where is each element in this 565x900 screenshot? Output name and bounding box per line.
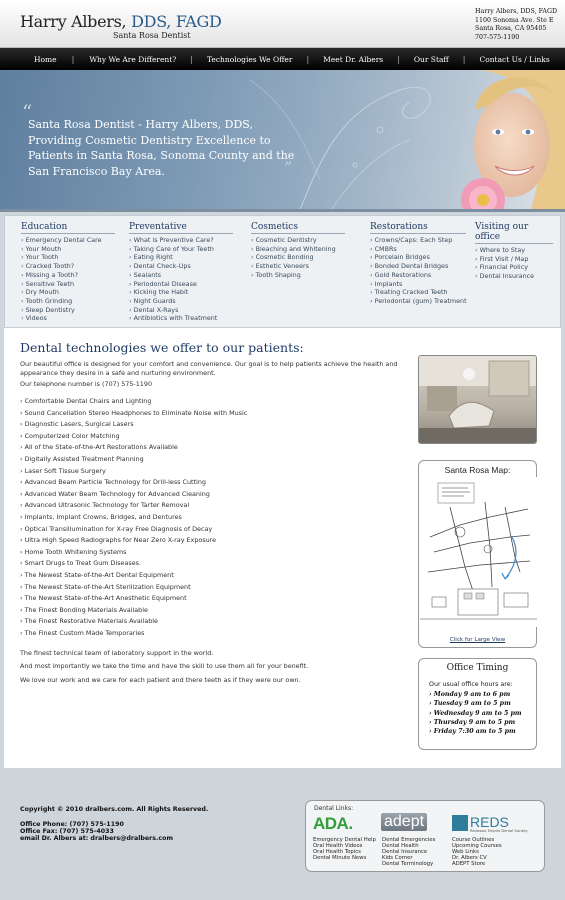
category-visiting — [475, 222, 553, 281]
reds-links — [452, 838, 502, 868]
tagline: Santa Rosa Dentist — [113, 31, 191, 40]
list-item: › The Newest State-of-the-Art Sterilization Equipment — [20, 582, 400, 594]
hours-row: › Wednesday 9 am to 5 pm — [429, 709, 522, 717]
footer-link[interactable]: Upcoming Courses — [452, 842, 502, 849]
list-item: › Diagnostic Lasers, Surgical Lasers — [20, 419, 400, 431]
category-link[interactable]: › Crowns/Caps: Each Step — [370, 236, 466, 245]
main-content — [4, 328, 561, 768]
ada-logo[interactable]: ADA. — [313, 814, 353, 833]
office-photo — [418, 355, 537, 444]
reds-logo[interactable]: REDS — [470, 814, 509, 830]
footer-link[interactable]: Oral Health Topics — [313, 848, 361, 855]
site-footer — [0, 768, 565, 900]
list-item: › Ultra High Speed Radiographs for Near Zero X-ray Exposure — [20, 535, 400, 547]
category-link[interactable]: › Financial Policy — [475, 263, 553, 272]
outro-line: The finest technical team of laboratory support in the world. — [20, 649, 214, 657]
location-map[interactable] — [420, 477, 537, 627]
category-link[interactable]: › Your Mouth — [21, 245, 115, 254]
reds-subtitle: Redwood Empire Dental Society — [470, 829, 528, 833]
category-link[interactable]: › Treating Cracked Teeth — [370, 288, 466, 297]
intro-paragraph: Our beautiful office is designed for your comfort and convenience. Our goal is to help patients achieve the health and appearance they desire in a safe and nurturing environment. — [20, 360, 398, 377]
adept-links — [382, 838, 435, 868]
list-item: › Sound Cancellation Stereo Headphones to Eliminate Noise with Music — [20, 408, 400, 420]
category-link[interactable]: › Where to Stay — [475, 246, 553, 255]
footer-link[interactable]: Dental Health — [382, 842, 419, 849]
footer-link[interactable]: Dental Minute News — [313, 854, 367, 861]
category-link[interactable]: › Cracked Tooth? — [21, 262, 115, 271]
list-item: › Implants, Implant Crowns, Bridges, and Dentures — [20, 512, 400, 524]
list-item: › Advanced Beam Particle Technology for Drill-less Cutting — [20, 477, 400, 489]
category-link[interactable]: › Emergency Dental Care — [21, 236, 115, 245]
footer-link[interactable]: Web Links — [452, 848, 479, 855]
category-link[interactable]: › Dental X-Rays — [129, 306, 233, 315]
copyright-text: Copyright © 2010 dralbers.com. All Rights Reserved. — [20, 806, 209, 813]
category-link[interactable]: › What is Preventive Care? — [129, 236, 233, 245]
ada-links — [313, 838, 376, 862]
list-item: › Laser Soft Tissue Surgery — [20, 466, 400, 478]
list-item: › Optical Transillumination for X-ray Free Diagnosis of Decay — [20, 524, 400, 536]
category-link[interactable]: › Tooth Grinding — [21, 297, 115, 306]
list-item: › All of the State-of-the-Art Restorations Available — [20, 442, 400, 454]
footer-link[interactable]: Emergency Dental Help — [313, 837, 376, 843]
category-link[interactable]: › Kicking the Habit — [129, 288, 233, 297]
outro-line: And most importantly we take the time and have the skill to use them all for your benefit. — [20, 662, 309, 670]
footer-link[interactable]: ADEPT Store — [452, 860, 486, 867]
hours-row: › Thursday 9 am to 5 pm — [429, 718, 516, 726]
nav-contact[interactable]: Contact Us / Links — [479, 54, 550, 64]
category-link[interactable]: › Bleaching and Whitening — [251, 245, 345, 254]
phone-line: Our telephone number is (707) 575-1190 — [20, 380, 153, 388]
category-link[interactable]: › Sleep Dentistry — [21, 306, 115, 315]
category-link[interactable]: › Tooth Shaping — [251, 271, 345, 280]
category-link[interactable]: › Taking Care of Your Teeth — [129, 245, 233, 254]
category-link[interactable]: › Dental Check-Ups — [129, 262, 233, 271]
category-preventative — [129, 222, 233, 323]
category-restorations — [370, 222, 466, 306]
category-link[interactable]: › Dental Insurance — [475, 272, 553, 281]
category-cosmetics — [251, 222, 345, 280]
category-link[interactable]: › Cosmetic Dentistry — [251, 236, 345, 245]
category-link[interactable]: › Missing a Tooth? — [21, 271, 115, 280]
office-timing-box — [418, 658, 537, 750]
category-link[interactable]: › Antibiotics with Treatment — [129, 314, 233, 323]
list-item: › Comfortable Dental Chairs and Lighting — [20, 396, 400, 408]
category-title: Restorations — [370, 222, 466, 234]
list-item: › The Finest Custom Made Temporaries — [20, 628, 400, 640]
category-title: Preventative — [129, 222, 233, 234]
category-links — [4, 215, 561, 328]
technology-list — [20, 396, 400, 639]
dental-links-title: Dental Links: — [314, 805, 354, 812]
footer-phone: Office Phone: (707) 575-1190 — [20, 821, 124, 828]
outro-line: We love our work and we care for each patient and there teeth as if they were our own. — [20, 676, 301, 684]
practice-name: Harry Albers, DDS, FAGD — [20, 12, 222, 31]
category-link[interactable]: › Esthetic Veneers — [251, 262, 345, 271]
footer-link[interactable]: Dr. Albers CV — [452, 854, 487, 861]
office-hours-label: Our usual office hours are: — [429, 681, 513, 688]
nav-why-different[interactable]: Why We Are Different? — [89, 54, 177, 64]
list-item: › The Newest State-of-the-Art Dental Equipment — [20, 570, 400, 582]
list-item: › The Finest Restorative Materials Available — [20, 616, 400, 628]
hero-banner — [0, 70, 565, 212]
category-link[interactable]: › Eating Right — [129, 253, 233, 262]
category-link[interactable]: › Cosmetic Bonding — [251, 253, 345, 262]
footer-fax: Office Fax: (707) 575-4033 — [20, 828, 114, 835]
nav-technologies[interactable]: Technologies We Offer — [207, 54, 293, 64]
list-item: › The Newest State-of-the-Art Anesthetic Equipment — [20, 593, 400, 605]
hours-row: › Monday 9 am to 6 pm — [429, 691, 511, 698]
reds-logo-icon — [452, 815, 468, 831]
close-quote-mark: ” — [284, 158, 293, 177]
category-link[interactable]: › Your Tooth — [21, 253, 115, 262]
category-link[interactable]: › Porcelain Bridges — [370, 253, 466, 262]
adept-logo[interactable]: adept — [381, 813, 427, 831]
site-header — [0, 0, 565, 48]
page-title: Dental technologies we offer to our patients: — [20, 340, 304, 355]
category-link[interactable]: › Sensitive Teeth — [21, 280, 115, 289]
category-link[interactable]: › First Visit / Map — [475, 255, 553, 264]
open-quote-mark: “ — [22, 100, 33, 124]
category-title: Cosmetics — [251, 222, 345, 234]
category-link[interactable]: › Videos — [21, 314, 115, 323]
nav-home[interactable]: Home — [34, 54, 57, 64]
nav-our-staff[interactable]: Our Staff — [413, 54, 449, 64]
map-title: Santa Rosa Map: — [444, 465, 511, 475]
category-link[interactable]: › Dry Mouth — [21, 288, 115, 297]
list-item: › Home Tooth Whitening Systems — [20, 547, 400, 559]
map-large-view-link[interactable]: Click for Large View — [449, 637, 506, 643]
category-title: Education — [21, 222, 115, 234]
category-link[interactable]: › Night Guards — [129, 297, 233, 306]
footer-link[interactable]: Dental Emergencies — [382, 837, 436, 843]
nav-meet-dr-albers[interactable]: Meet Dr. Albers — [323, 54, 384, 64]
office-timing-title: Office Timing — [446, 663, 509, 673]
hours-row: › Friday 7:30 am to 5 pm — [429, 728, 516, 736]
category-link[interactable]: › CMBRs — [370, 245, 466, 254]
category-link[interactable]: › Sealants — [129, 271, 233, 280]
category-link[interactable]: › Implants — [370, 280, 466, 289]
footer-link[interactable]: Kids Corner — [382, 854, 413, 861]
dental-links-box — [305, 800, 545, 872]
list-item: › Digitally Assisted Treatment Planning — [20, 454, 400, 466]
footer-link[interactable]: Oral Health Videos — [313, 842, 363, 849]
category-link[interactable]: › Periodontal (gum) Treatment — [370, 297, 466, 306]
category-link[interactable]: › Gold Restorations — [370, 271, 466, 280]
list-item: › Smart Drugs to Treat Gum Diseases. — [20, 558, 400, 570]
footer-link[interactable]: Dental Terminology — [382, 860, 434, 867]
smiling-woman-photo — [420, 70, 565, 212]
map-box — [418, 460, 537, 648]
category-link[interactable]: › Periodontal Disease — [129, 280, 233, 289]
category-title: Visiting our office — [475, 222, 553, 244]
list-item: › Advanced Water Beam Technology for Advanced Cleaning — [20, 489, 400, 501]
category-link[interactable]: › Bonded Dental Bridges — [370, 262, 466, 271]
category-education — [21, 222, 115, 323]
footer-link[interactable]: Course Outlines — [452, 837, 495, 843]
hero-quote: Santa Rosa Dentist - Harry Albers, DDS, Providing Cosmetic Dentistry Excellence to Patients in Santa Rosa, Sonoma County and the San Francisco Bay Area. — [28, 118, 295, 178]
list-item: › Computerized Color Matching — [20, 431, 400, 443]
header-address: Harry Albers, DDS, FAGD 1100 Sonoma Ave. Ste E Santa Rosa, CA 95405 707-575-1190 — [475, 8, 558, 41]
footer-link[interactable]: Dental Insurance — [382, 848, 428, 855]
main-nav: Home | Why We Are Different? | Technologies We Offer | Meet Dr. Albers | Our Staff | Contact Us / Links — [0, 48, 565, 70]
list-item: › Advanced Ultrasonic Technology for Tarter Removal — [20, 500, 400, 512]
hours-row: › Tuesday 9 am to 5 pm — [429, 700, 511, 708]
office-hours-list — [429, 690, 522, 736]
list-item: › The Finest Bonding Materials Available — [20, 605, 400, 617]
footer-email[interactable]: email Dr. Albers at: dralbers@dralbers.com — [20, 835, 174, 842]
